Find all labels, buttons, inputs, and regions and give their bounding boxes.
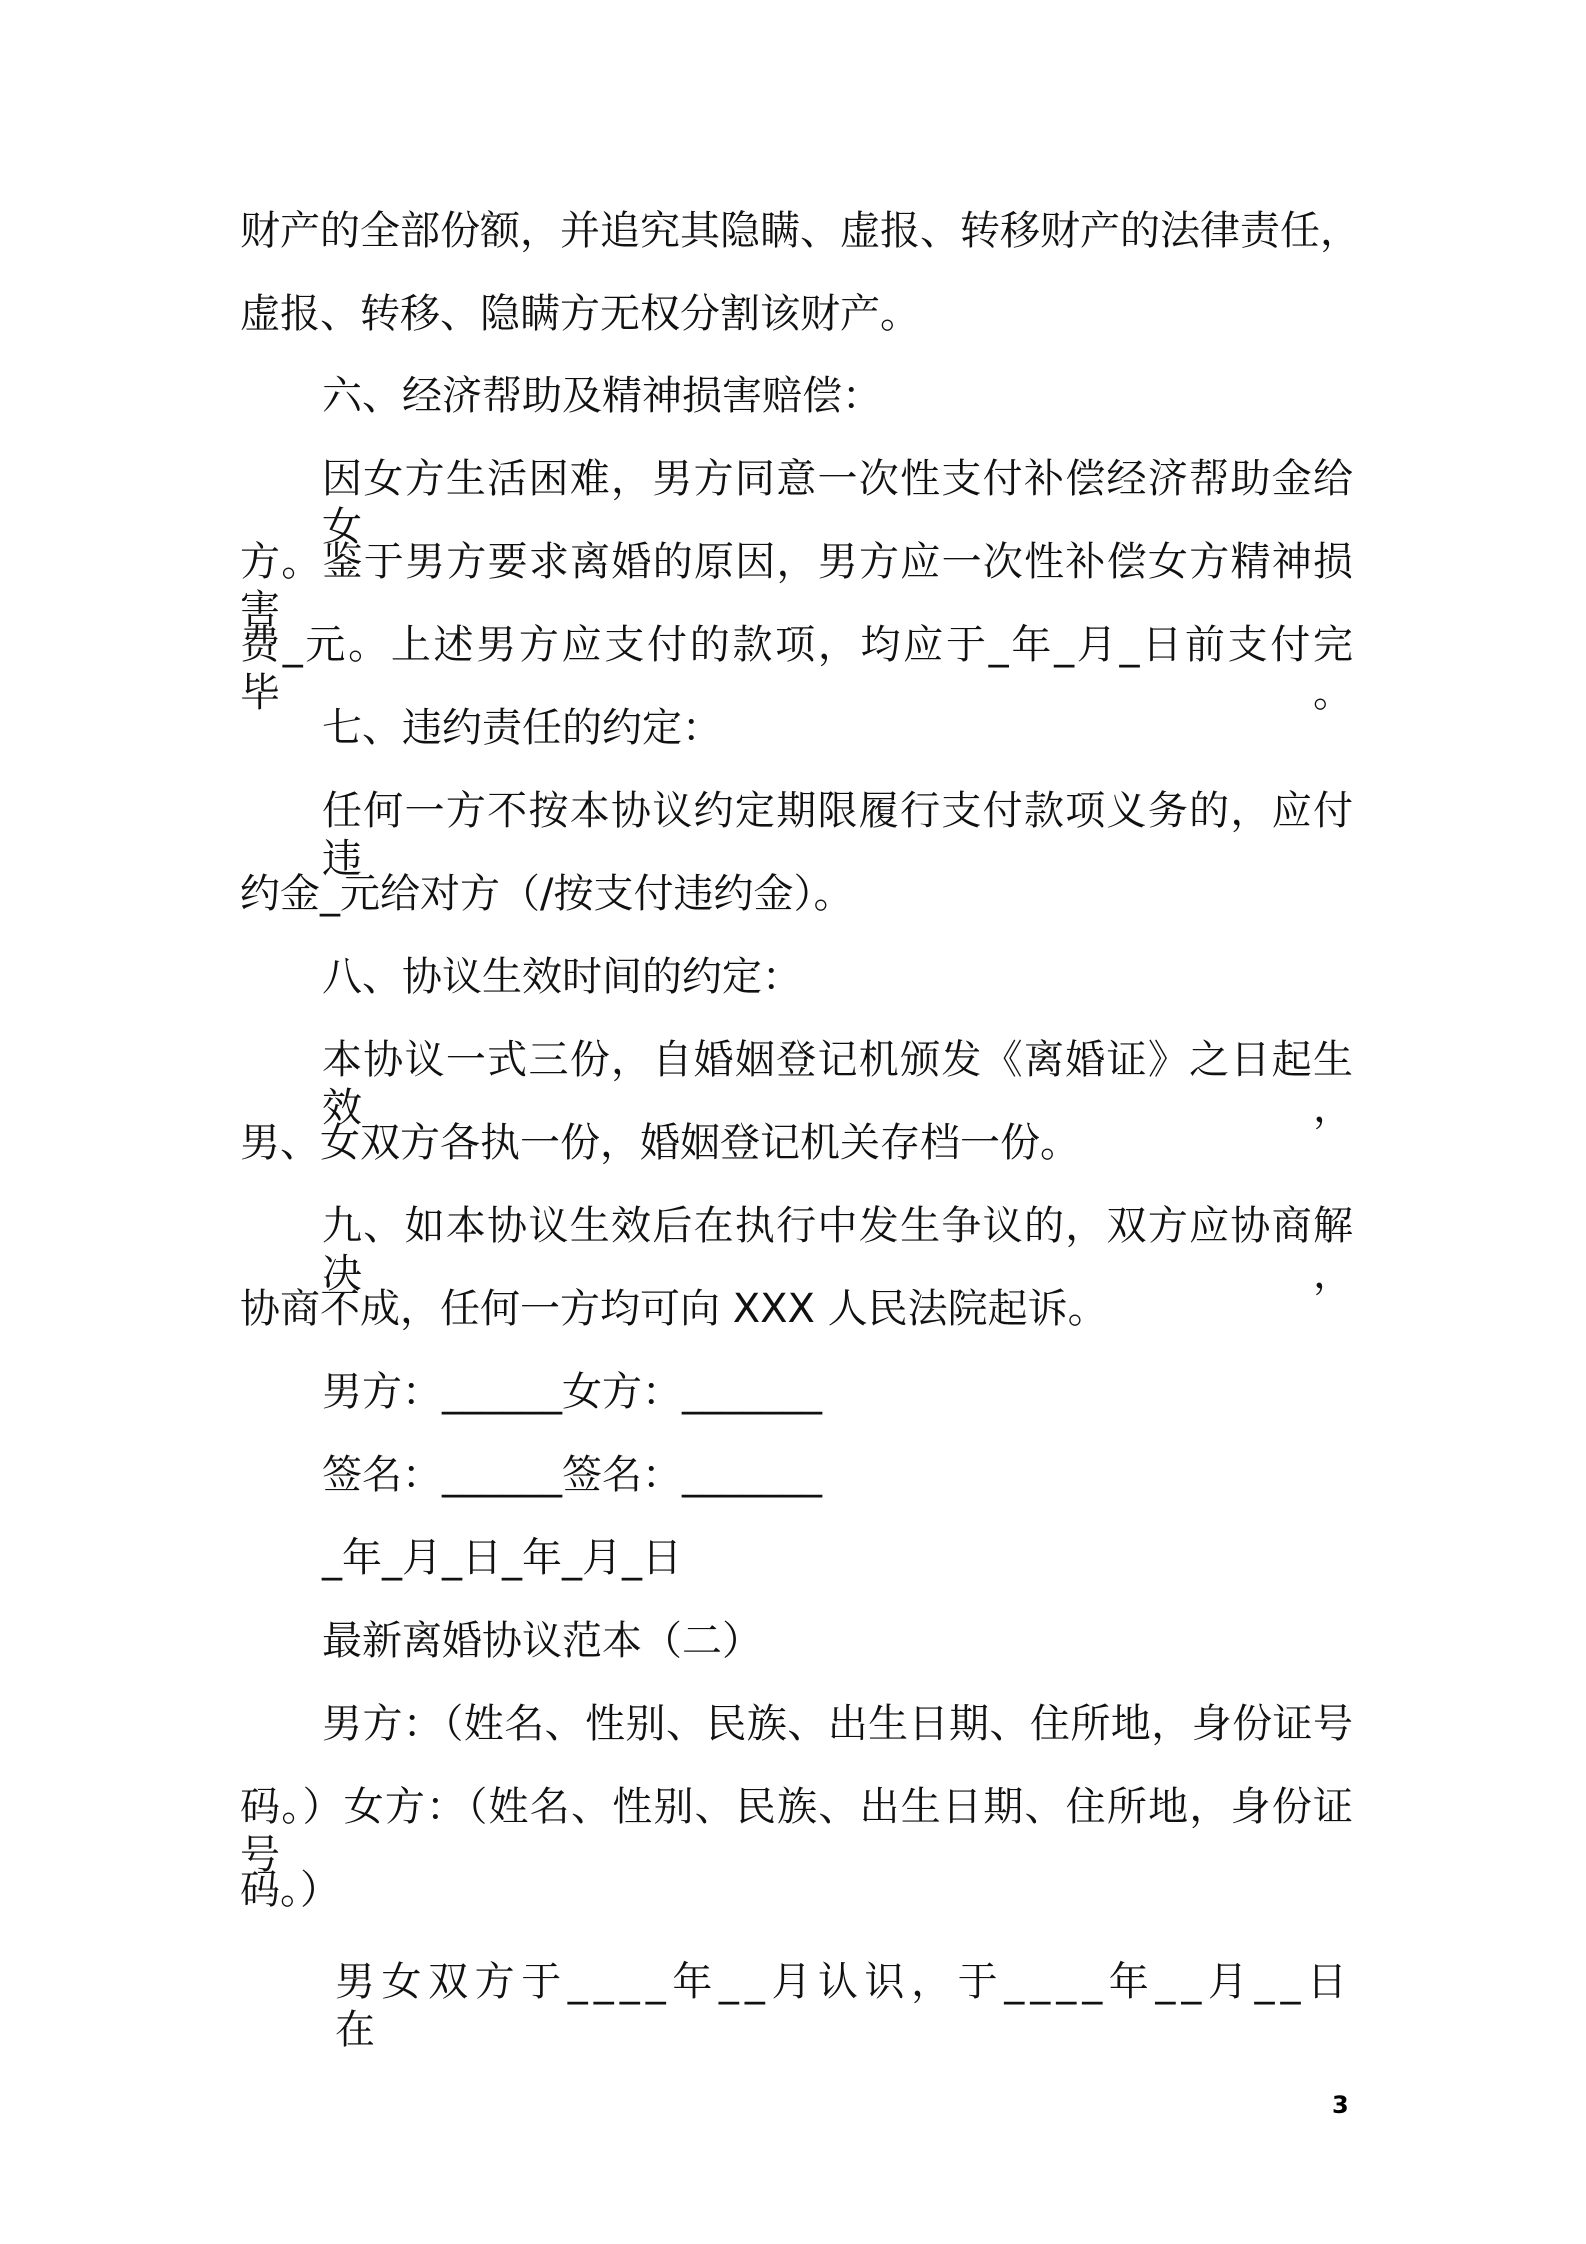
paragraph-line: 男、女双方各执一份，婚姻登记机关存档一份。 [240,1120,1080,1166]
paragraph-line: 虚报、转移、隐瞒方无权分割该财产。 [240,291,920,337]
paragraph-line: 本协议一式三份，自婚姻登记机颁发《离婚证》之日起生效， [322,1037,1353,1131]
page-number: 3 [1332,2091,1349,2119]
paragraph-line: 方。鉴于男方要求离婚的原因，男方应一次性补偿女方精神损害 [240,539,1353,633]
signature-date-line: _年_月_日_年_月_日 [322,1535,682,1581]
signature-party-line: 男方：______女方：_______ [322,1369,822,1415]
section-heading: 七、违约责任的约定： [322,705,722,751]
signature-name-line: 签名：______签名：_______ [322,1452,822,1498]
paragraph-line: 协商不成，任何一方均可向 XXX 人民法院起诉。 [240,1286,1108,1332]
paragraph-line: 男女双方于____年__月认识，于____年__月__日在 [335,1959,1353,2053]
section-heading: 六、经济帮助及精神损害赔偿： [322,373,882,419]
paragraph-line: 财产的全部份额，并追究其隐瞒、虚报、转移财产的法律责任， [240,208,1360,254]
paragraph-line: 因女方生活困难，男方同意一次性支付补偿经济帮助金给女 [322,456,1353,550]
document-subtitle: 最新离婚协议范本（二） [322,1618,762,1664]
paragraph-line: 码。） [240,1867,340,1913]
paragraph-line: 约金_元给对方（/按支付违约金）。 [240,871,854,917]
section-heading: 八、协议生效时间的约定： [322,954,802,1000]
paragraph-line: 男方：（姓名、性别、民族、出生日期、住所地，身份证号 [322,1701,1353,1747]
paragraph-line: 费_元。上述男方应支付的款项，均应于_年_月_日前支付完毕。 [240,622,1353,716]
paragraph-line: 任何一方不按本协议约定期限履行支付款项义务的，应付违 [322,788,1353,882]
paragraph-line: 码。）女方：（姓名、性别、民族、出生日期、住所地，身份证号 [240,1784,1353,1878]
paragraph-line: 九、如本协议生效后在执行中发生争议的，双方应协商解决， [322,1203,1353,1297]
